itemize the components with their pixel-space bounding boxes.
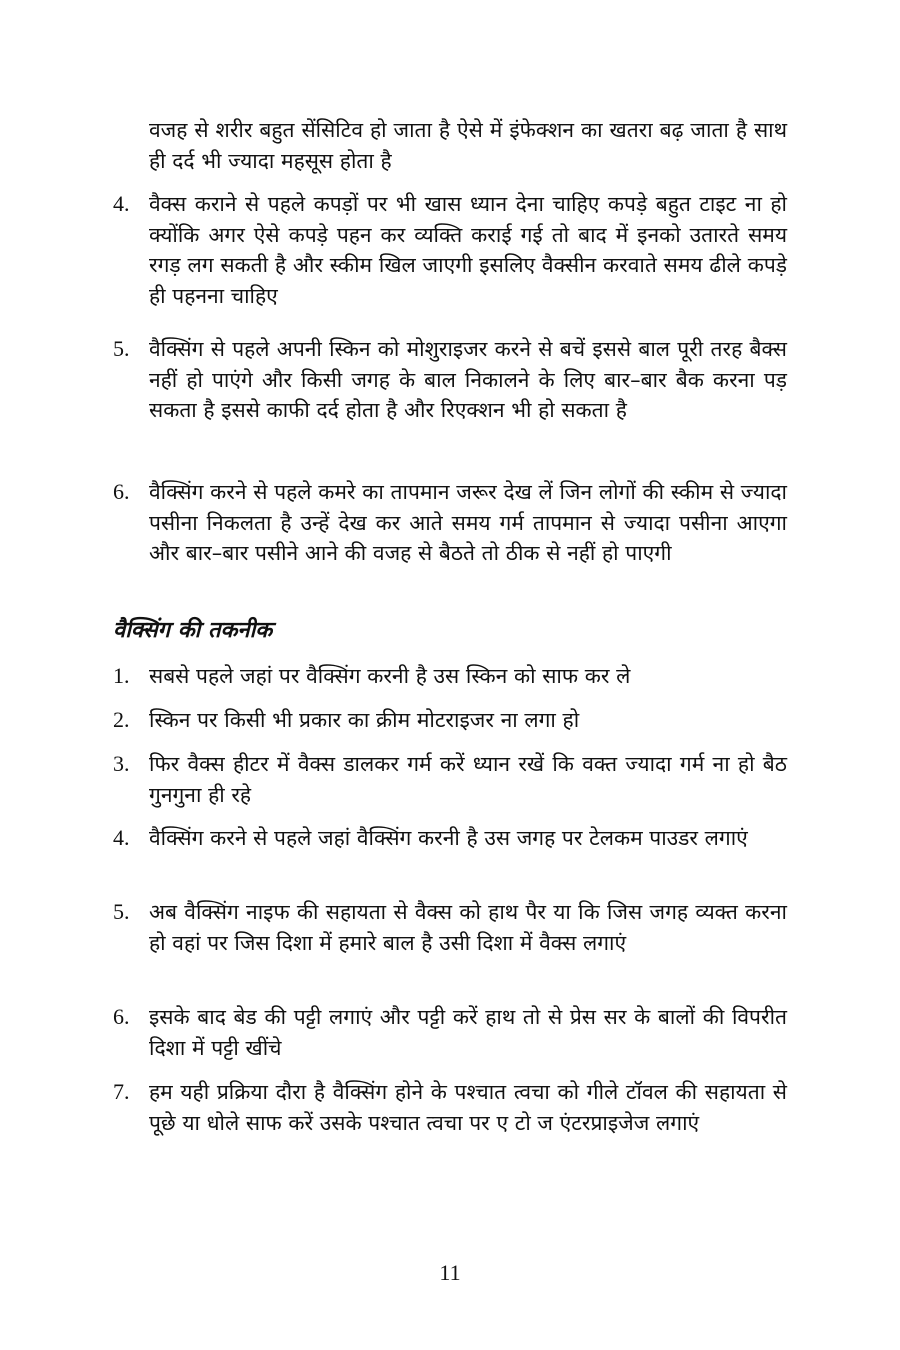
technique-step <box>113 1002 787 1063</box>
precaution-number: 4. <box>113 191 130 216</box>
page-number: 11 <box>439 1260 461 1285</box>
step-number: 2. <box>113 707 130 732</box>
step-text: अब वैक्सिंग नाइफ की सहायता से वैक्स को हाथ पैर या कि जिस जगह व्यक्त करना हो वहां पर जिस दिशा में हमारे बाल है उसी दिशा में वैक्स लगाएं <box>149 900 787 955</box>
step-text: स्किन पर किसी भी प्रकार का क्रीम मोटराइजर ना लगा हो <box>149 708 580 732</box>
precaution-item <box>113 189 787 311</box>
continuation-paragraph: वजह से शरीर बहुत सेंसिटिव हो जाता है ऐसे में इंफेक्शन का खतरा बढ़ जाता है साथ ही दर्द भी ज्यादा महसूस होता है <box>149 118 787 173</box>
technique-step <box>113 749 787 810</box>
step-number: 5. <box>113 899 130 924</box>
precaution-number: 6. <box>113 479 130 504</box>
step-text: वैक्सिंग करने से पहले जहां वैक्सिंग करनी है उस जगह पर टेलकम पाउडर लगाएं <box>149 826 748 850</box>
technique-step <box>113 897 787 958</box>
step-number: 6. <box>113 1004 130 1029</box>
step-number: 3. <box>113 751 130 776</box>
step-number: 7. <box>113 1079 130 1104</box>
precaution-text: वैक्सिंग करने से पहले कमरे का तापमान जरूर देख लें जिन लोगों की स्कीम से ज्यादा पसीना निकलता है उन्हें देख कर आते समय गर्म तापमान से ज्यादा पसीना आएगा और बार–बार पसीने आने की वजह से बैठते तो ठीक से नहीं हो पाएगी <box>149 480 787 565</box>
technique-step <box>113 1077 787 1138</box>
section-heading: वैक्सिंग की तकनीक <box>113 618 273 643</box>
step-number: 1. <box>113 663 130 688</box>
step-number: 4. <box>113 825 130 850</box>
step-text: सबसे पहले जहां पर वैक्सिंग करनी है उस स्किन को साफ कर ले <box>149 664 631 688</box>
precaution-item <box>113 477 787 569</box>
step-text: इसके बाद बेड की पट्टी लगाएं और पट्टी करें हाथ तो से प्रेस सर के बालों की विपरीत दिशा में पट्टी खींचे <box>149 1005 787 1060</box>
step-text: फिर वैक्स हीटर में वैक्स डालकर गर्म करें ध्यान रखें कि वक्त ज्यादा गर्म ना हो बैठ गुनगुना ही रहे <box>149 752 787 807</box>
technique-step <box>113 661 787 692</box>
technique-step <box>113 705 787 736</box>
precaution-text: वैक्स कराने से पहले कपड़ों पर भी खास ध्यान देना चाहिए कपड़े बहुत टाइट ना हो क्योंकि अगर ऐसे कपड़े पहन कर व्यक्ति कराई गई तो बाद में इनको उतारते समय रगड़ लग सकती है और स्कीम खिल जाएगी इसलिए वैक्सीन करवाते समय ढीले कपड़े ही पहनना चाहिए <box>149 192 787 308</box>
precaution-number: 5. <box>113 336 130 361</box>
step-text: हम यही प्रक्रिया दौरा है वैक्सिंग होने के पश्चात त्वचा को गीले टॉवल की सहायता से पूछे या धोले साफ करें उसके पश्चात त्वचा पर ए टो ज एंटरप्राइजेज लगाएं <box>149 1080 787 1135</box>
technique-step <box>113 823 787 854</box>
precaution-text: वैक्सिंग से पहले अपनी स्किन को मोशुराइजर करने से बचें इससे बाल पूरी तरह बैक्स नहीं हो पाएंगे और किसी जगह के बाल निकालने के लिए बार–बार बैक करना पड़ सकता है इससे काफी दर्द होता है और रिएक्शन भी हो सकता है <box>149 337 787 422</box>
precaution-item <box>113 334 787 426</box>
